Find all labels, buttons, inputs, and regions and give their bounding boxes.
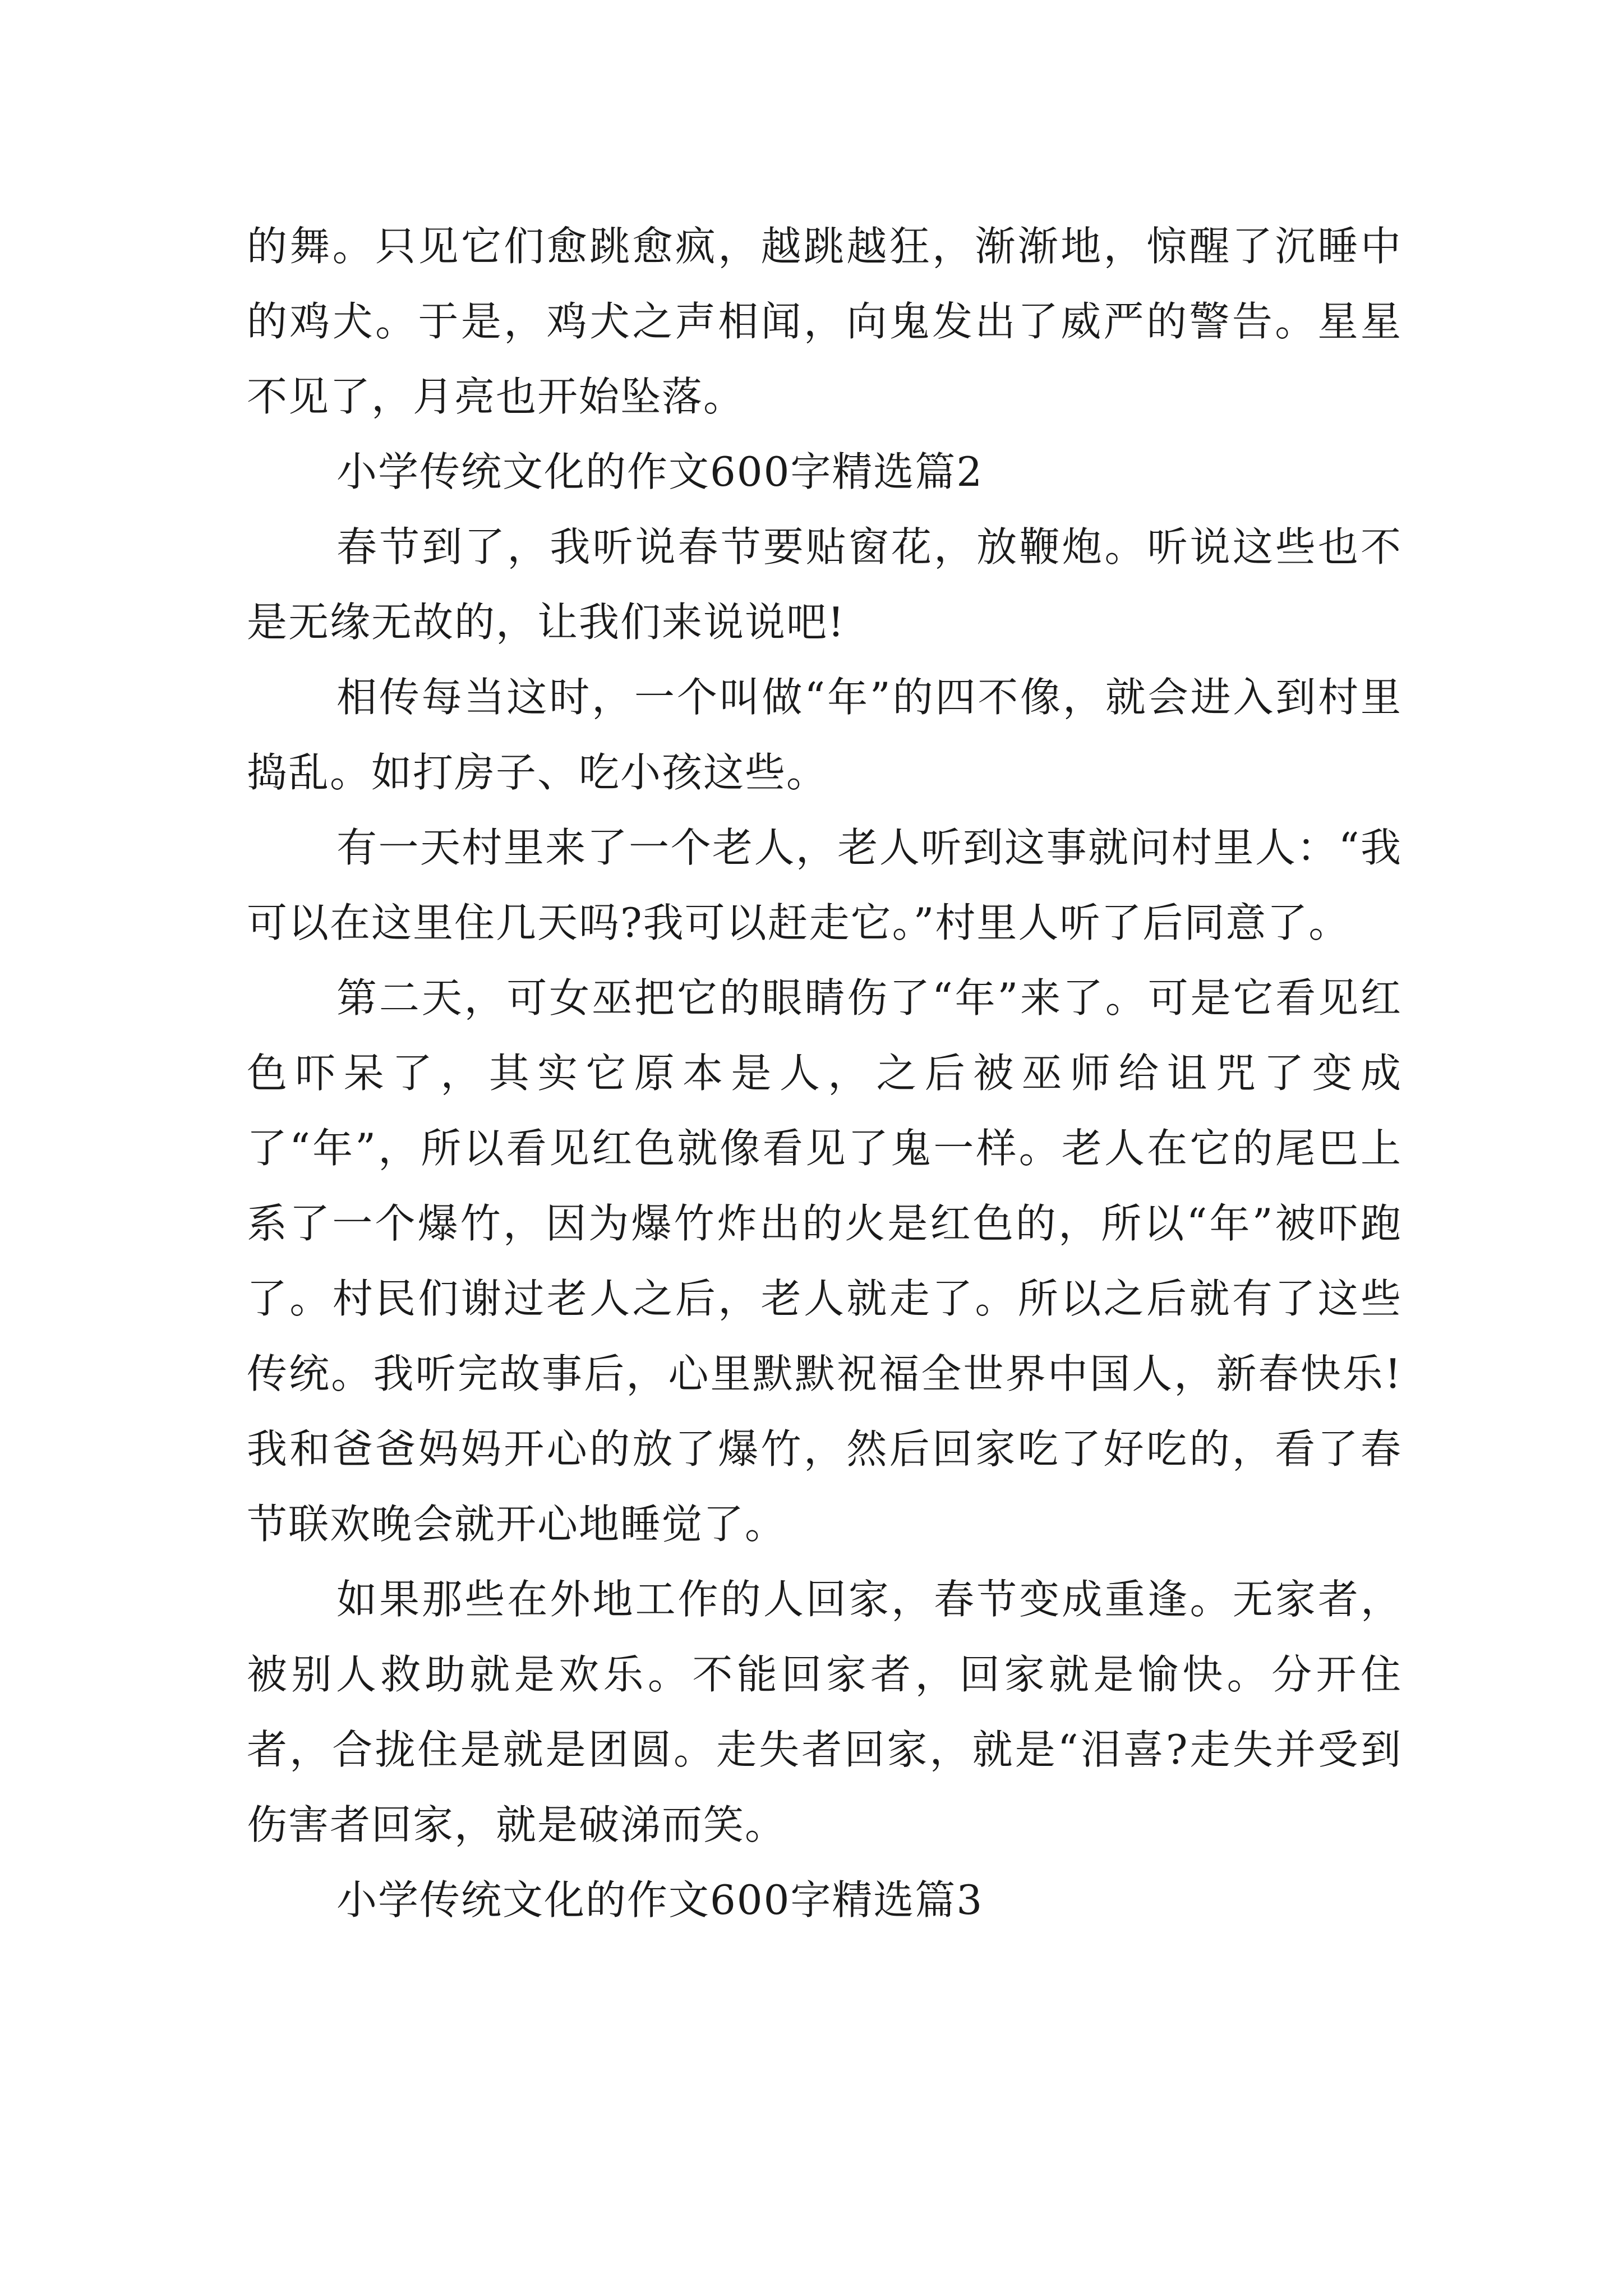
- paragraph: 第二天，可女巫把它的眼睛伤了“年”来了。可是它看见红色吓呆了，其实它原本是人，之后被巫师给诅咒了变成了“年”，所以看见红色就像看见了鬼一样。老人在它的尾巴上系了一个爆竹，因为爆竹炸出的火是红色的，所以“年”被吓跑了。村民们谢过老人之后，老人就走了。所以之后就有了这些传统。我听完故事后，心里默默祝福全世界中国人，新春快乐!我和爸爸妈妈开心的放了爆竹，然后回家吃了好吃的，看了春节联欢晚会就开心地睡觉了。: [247, 974, 1402, 1548]
- paragraph-continuation: 的舞。只见它们愈跳愈疯，越跳越狂，渐渐地，惊醒了沉睡中的鸡犬。于是，鸡犬之声相闻，向鬼发出了威严的警告。星星不见了，月亮也开始坠落。: [247, 223, 1402, 420]
- section-heading-3: 小学传统文化的作文600字精选篇3: [336, 1876, 984, 1924]
- paragraph: 如果那些在外地工作的人回家，春节变成重逢。无家者，被别人救助就是欢乐。不能回家者，回家就是愉快。分开住者，合拢住是就是团圆。走失者回家，就是“泪喜?走失并受到伤害者回家，就是破涕而笑。: [247, 1576, 1402, 1848]
- paragraph: 相传每当这时，一个叫做“年”的四不像，就会进入到村里捣乱。如打房子、吃小孩这些。: [247, 674, 1402, 796]
- paragraph: 有一天村里来了一个老人，老人听到这事就问村里人：“我可以在这里住几天吗?我可以赶走它。”村里人听了后同意了。: [247, 824, 1402, 946]
- document-body: [247, 209, 1402, 1938]
- section-heading-2: 小学传统文化的作文600字精选篇2: [336, 448, 984, 495]
- paragraph: 春节到了，我听说春节要贴窗花，放鞭炮。听说这些也不是无缘无故的，让我们来说说吧!: [247, 523, 1402, 646]
